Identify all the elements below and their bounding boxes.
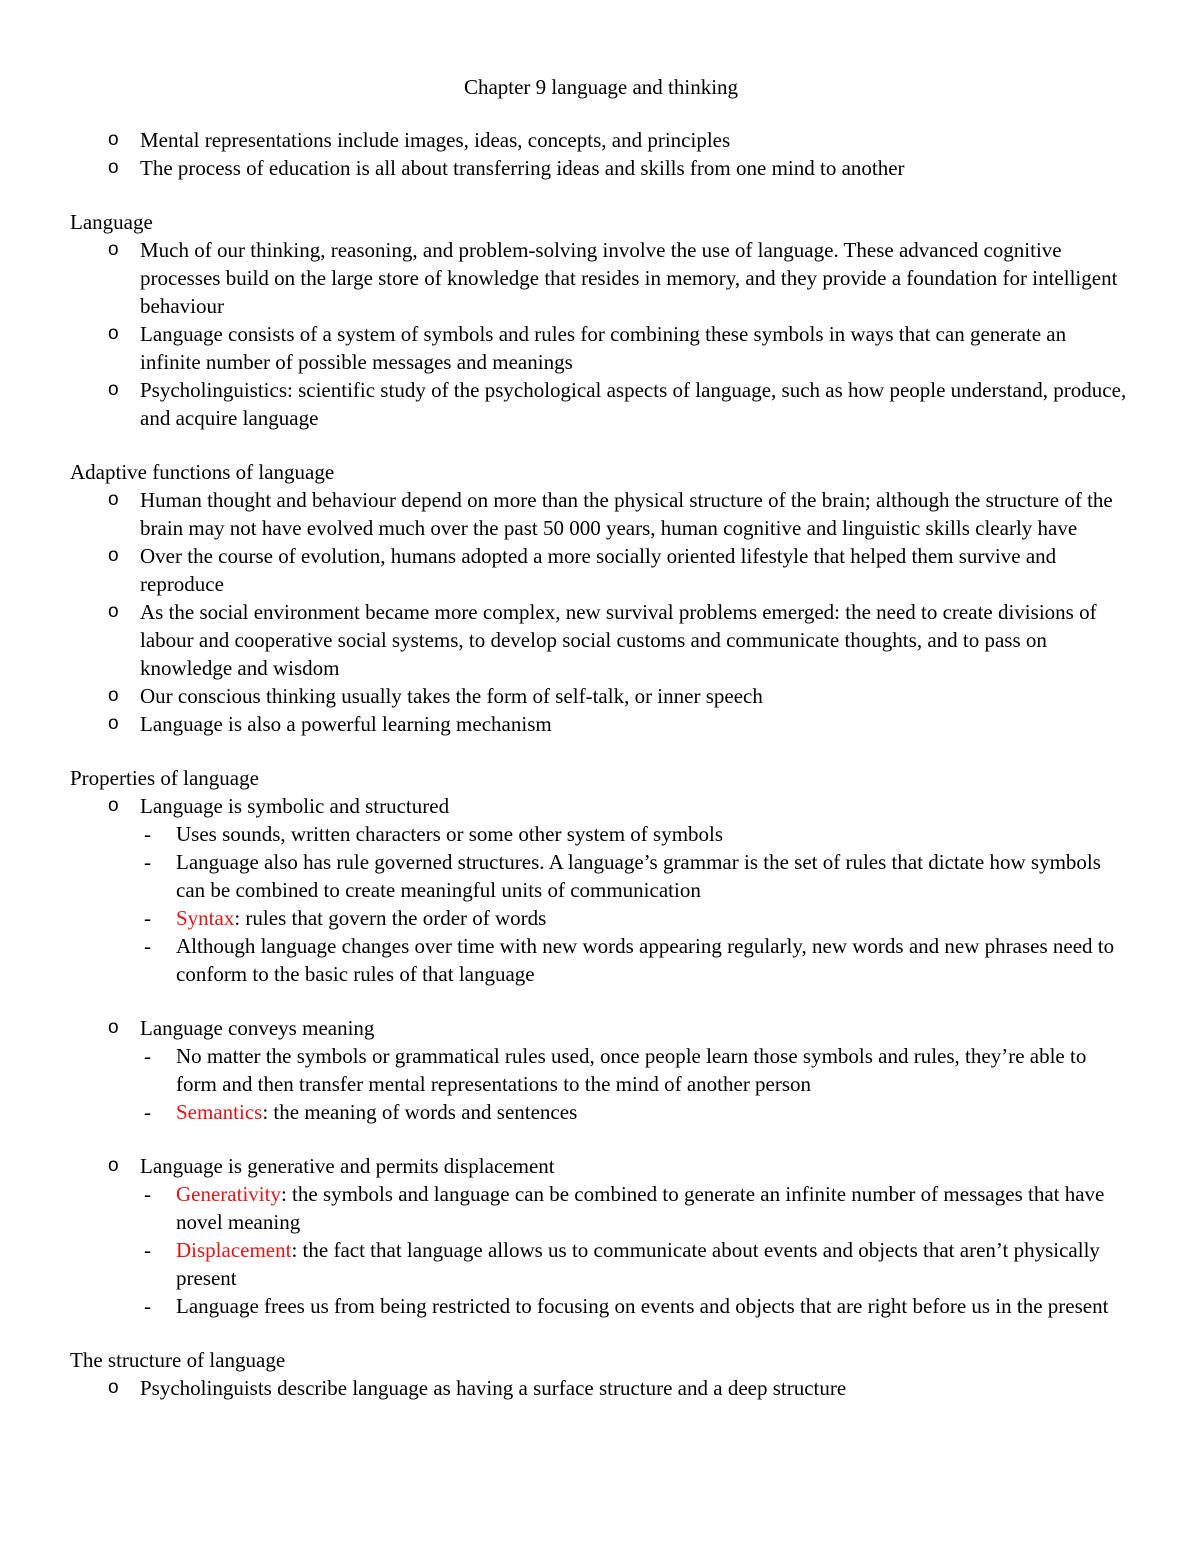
bullet-text: Language is symbolic and structured: [140, 794, 450, 818]
adaptive-functions-section: [70, 458, 1132, 738]
list-item: [70, 542, 1132, 598]
sub-item-semantics: [70, 1098, 1132, 1126]
bullet-marker: o: [108, 685, 119, 706]
list-item: [70, 598, 1132, 682]
bullet-text: The process of education is all about transferring ideas and skills from one mind to another: [140, 156, 905, 180]
bullet-marker: o: [108, 1377, 119, 1398]
bullet-text: Language is also a powerful learning mechanism: [140, 712, 552, 736]
section-heading: Language: [70, 210, 153, 234]
list-item: [70, 710, 1132, 738]
list-item: [70, 1014, 1132, 1042]
term-definition: : the symbols and language can be combined to generate an infinite number of messages that have novel meaning: [176, 1182, 1105, 1234]
list-item: [70, 126, 1132, 154]
sub-item: [70, 1292, 1132, 1320]
list-item: [70, 792, 1132, 820]
bullet-text: Our conscious thinking usually takes the form of self-talk, or inner speech: [140, 684, 763, 708]
sub-item: [70, 1042, 1132, 1098]
bullet-text: Language consists of a system of symbols and rules for combining these symbols in ways that can generate an infinite number of possible messages and meanings: [140, 322, 1067, 374]
term-definition: : the meaning of words and sentences: [262, 1100, 578, 1124]
bullet-text: Language is generative and permits displacement: [140, 1154, 555, 1178]
term-displacement: Displacement: [176, 1238, 292, 1262]
bullet-text: Over the course of evolution, humans adopted a more socially oriented lifestyle that helped them survive and reproduce: [140, 544, 1057, 596]
bullet-marker: o: [108, 1155, 119, 1176]
list-item: [70, 682, 1132, 710]
list-item: [70, 154, 1132, 182]
section-heading: Properties of language: [70, 766, 259, 790]
term-generativity: Generativity: [176, 1182, 281, 1206]
section-heading: Adaptive functions of language: [70, 460, 335, 484]
bullet-text: Psycholinguistics: scientific study of the psychological aspects of language, such as how people understand, produce, and acquire language: [140, 378, 1127, 430]
dash-marker: -: [144, 1294, 151, 1318]
sub-text: Language frees us from being restricted to focusing on events and objects that are right before us in the present: [176, 1294, 1109, 1318]
bullet-marker: o: [108, 239, 119, 260]
bullet-marker: o: [108, 489, 119, 510]
bullet-text: Human thought and behaviour depend on more than the physical structure of the brain; although the structure of the brain may not have evolved much over the past 50 000 years, human cognitive and linguistic skills clearly have: [140, 488, 1113, 540]
list-item: [70, 236, 1132, 320]
bullet-marker: o: [108, 129, 119, 150]
dash-marker: -: [144, 850, 151, 874]
bullet-text: Language conveys meaning: [140, 1016, 375, 1040]
list-item: [70, 1374, 1132, 1402]
document-page: [70, 72, 1132, 1428]
sub-item: [70, 932, 1132, 988]
list-item: [70, 486, 1132, 542]
bullet-marker: o: [108, 601, 119, 622]
sub-item-displacement: [70, 1236, 1132, 1292]
list-item: [70, 376, 1132, 432]
dash-marker: -: [144, 906, 151, 930]
term-definition: : rules that govern the order of words: [234, 906, 547, 930]
dash-marker: -: [144, 822, 151, 846]
sub-item-generativity: [70, 1180, 1132, 1236]
term-semantics: Semantics: [176, 1100, 263, 1124]
sub-text: Although language changes over time with new words appearing regularly, new words and new phrases need to conform to the basic rules of that language: [176, 934, 1115, 986]
dash-marker: -: [144, 934, 151, 958]
term-syntax: Syntax: [176, 906, 235, 930]
dash-marker: -: [144, 1100, 151, 1124]
language-section: [70, 208, 1132, 432]
bullet-marker: o: [108, 713, 119, 734]
structure-section: [70, 1346, 1132, 1402]
list-item: [70, 1152, 1132, 1180]
bullet-marker: o: [108, 379, 119, 400]
dash-marker: -: [144, 1182, 151, 1206]
term-definition: : the fact that language allows us to communicate about events and objects that aren’t physically present: [176, 1238, 1100, 1290]
list-item: [70, 320, 1132, 376]
sub-text: No matter the symbols or grammatical rules used, once people learn those symbols and rules, they’re able to form and then transfer mental representations to the mind of another person: [176, 1044, 1087, 1096]
sub-item-syntax: [70, 904, 1132, 932]
properties-section: [70, 764, 1132, 1320]
dash-marker: -: [144, 1044, 151, 1068]
bullet-text: As the social environment became more complex, new survival problems emerged: the need to create divisions of labour and cooperative social systems, to develop social customs and communicate thoughts, and to pass on knowledge and wisdom: [140, 600, 1097, 680]
bullet-text: Much of our thinking, reasoning, and problem-solving involve the use of language. These advanced cognitive processes build on the large store of knowledge that resides in memory, and they provide a foundation for intelligent behaviour: [140, 238, 1118, 318]
sub-item: [70, 848, 1132, 904]
sub-text: Uses sounds, written characters or some other system of symbols: [176, 822, 724, 846]
section-heading: The structure of language: [70, 1348, 286, 1372]
bullet-marker: o: [108, 545, 119, 566]
bullet-text: Mental representations include images, ideas, concepts, and principles: [140, 128, 731, 152]
document-title: Chapter 9 language and thinking: [463, 75, 739, 99]
dash-marker: -: [144, 1238, 151, 1262]
bullet-marker: o: [108, 157, 119, 178]
bullet-marker: o: [108, 1017, 119, 1038]
bullet-marker: o: [108, 323, 119, 344]
sub-item: [70, 820, 1132, 848]
intro-section: [70, 126, 1132, 182]
sub-text: Language also has rule governed structures. A language’s grammar is the set of rules that dictate how symbols can be combined to create meaningful units of communication: [176, 850, 1101, 902]
bullet-marker: o: [108, 795, 119, 816]
bullet-text: Psycholinguists describe language as having a surface structure and a deep structure: [140, 1376, 847, 1400]
